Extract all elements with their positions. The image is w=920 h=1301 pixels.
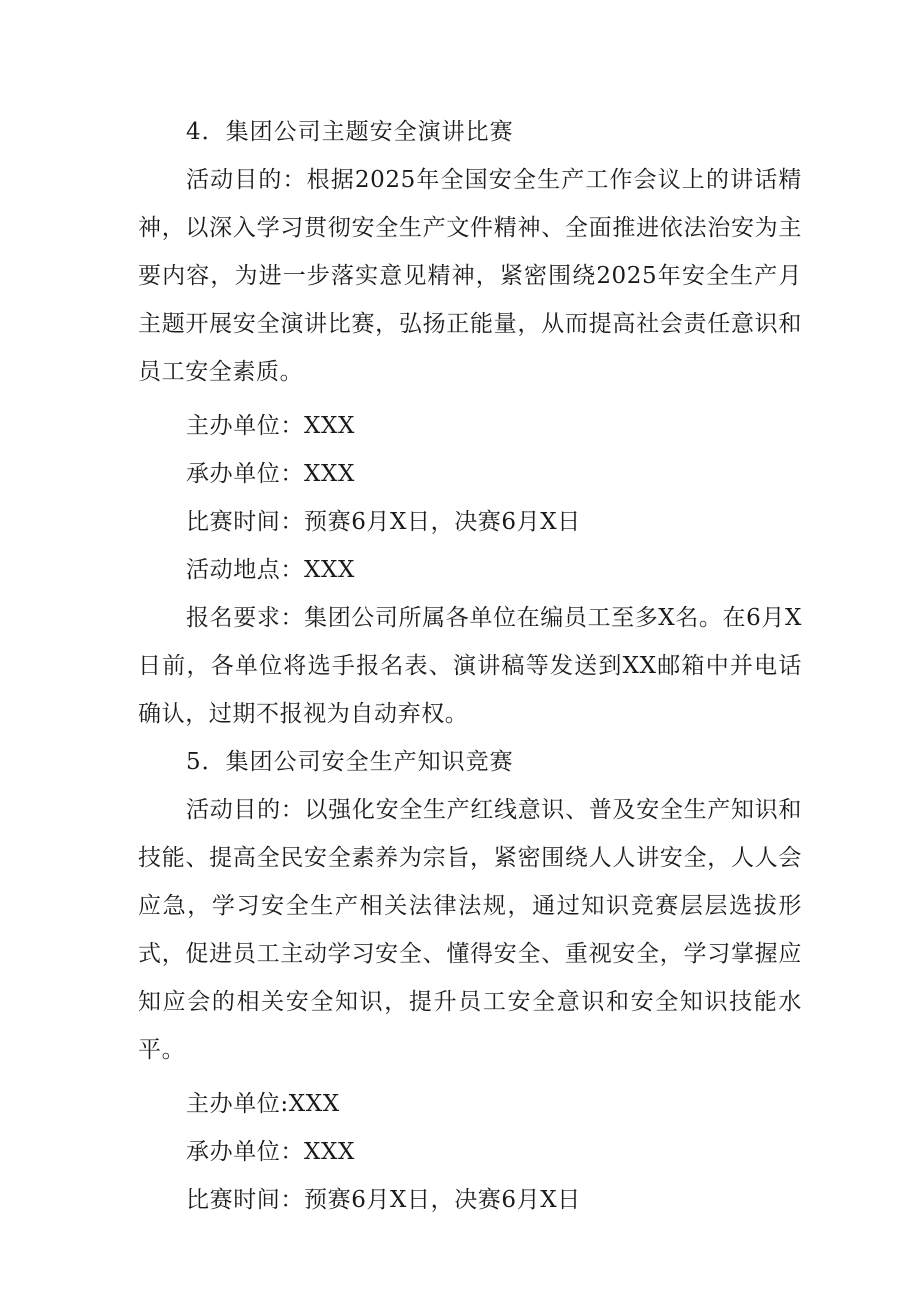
section-5-organizer: 主办单位:XXX: [186, 1091, 340, 1117]
section-5-heading: 5．集团公司安全生产知识竞赛: [186, 749, 514, 775]
section-4-undertaker: 承办单位：XXX: [186, 461, 355, 487]
section-4-heading: 4．集团公司主题安全演讲比赛: [186, 119, 514, 145]
section-4-registration: 报名要求：集团公司所属各单位在编员工至多X名。在6月X日前，各单位将选手报名表、演讲稿等发送到XX邮箱中并电话确认，过期不报视为自动弃权。: [138, 605, 802, 727]
document-body: [138, 108, 802, 1224]
section-4-purpose: 活动目的：根据2025年全国安全生产工作会议上的讲话精神，以深入学习贯彻安全生产文件精神、全面推进依法治安为主要内容，为进一步落实意见精神，紧密围绕2025年安全生产月主题开展安全演讲比赛，弘扬正能量，从而提高社会责任意识和员工安全素质。: [138, 167, 802, 385]
section-5-schedule: 比赛时间：预赛6月X日，决赛6月X日: [186, 1187, 581, 1213]
section-5-purpose: 活动目的：以强化安全生产红线意识、普及安全生产知识和技能、提高全民安全素养为宗旨，紧密围绕人人讲安全，人人会应急，学习安全生产相关法律法规，通过知识竞赛层层选拔形式，促进员工主动学习安全、懂得安全、重视安全，学习掌握应知应会的相关安全知识，提升员工安全意识和安全知识技能水平。: [138, 797, 802, 1063]
section-4-venue: 活动地点：XXX: [186, 557, 355, 583]
section-5-undertaker: 承办单位：XXX: [186, 1139, 355, 1165]
section-4-schedule: 比赛时间：预赛6月X日，决赛6月X日: [186, 509, 581, 535]
section-4-organizer: 主办单位：XXX: [186, 413, 355, 439]
